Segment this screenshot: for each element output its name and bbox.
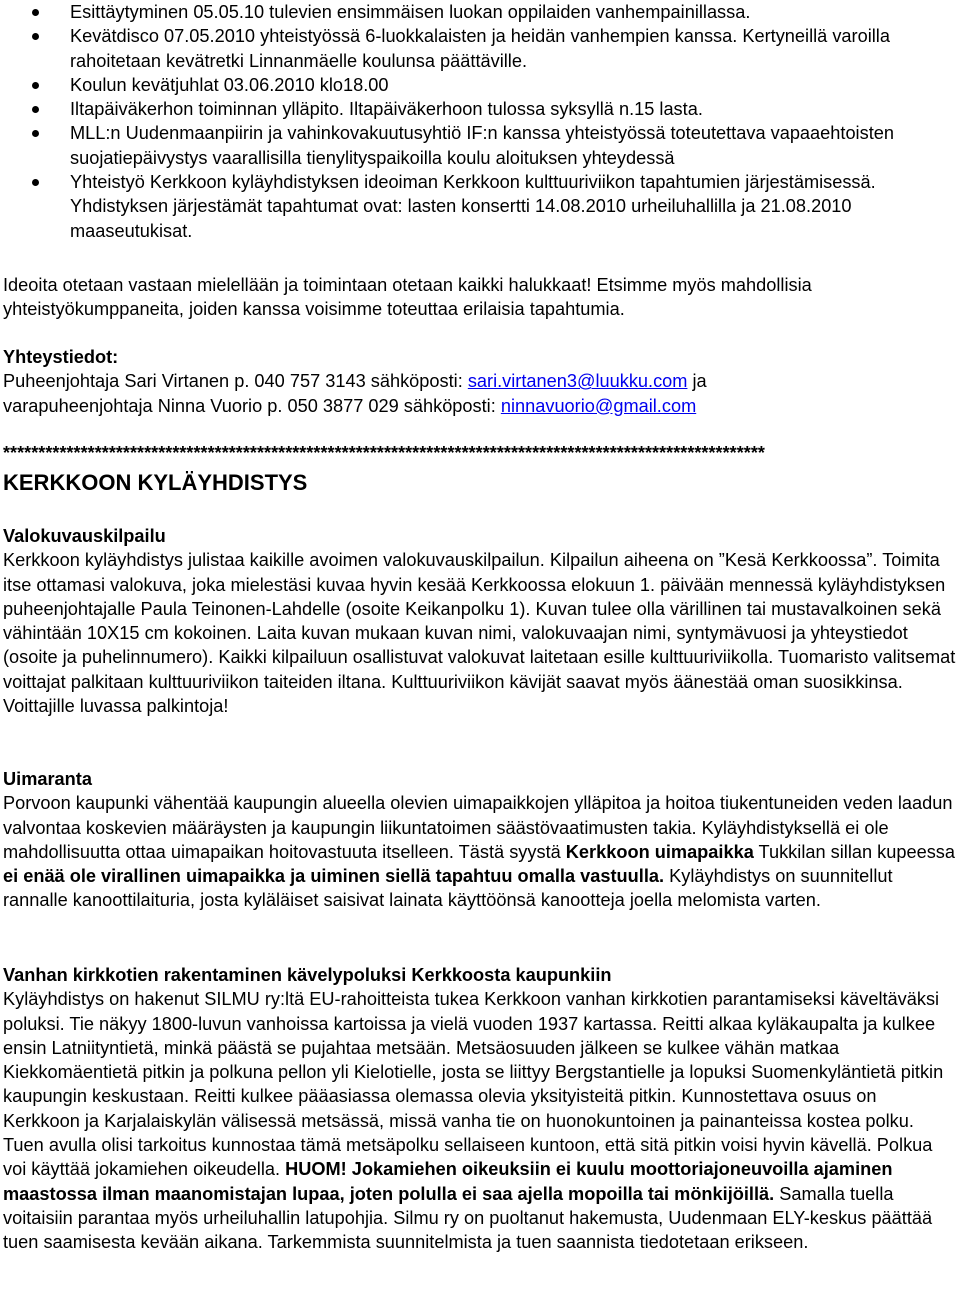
bullet-icon bbox=[32, 179, 39, 186]
separator: ************************************************************************************************************ bbox=[3, 443, 765, 463]
photo-section bbox=[3, 524, 958, 718]
bullet-icon bbox=[32, 82, 39, 89]
vice-email-link[interactable]: ninnavuorio@gmail.com bbox=[500, 395, 697, 416]
list-item: Koulun kevätjuhlat 03.06.2010 klo18.00 bbox=[0, 73, 960, 97]
list-item: Esittäytyminen 05.05.10 tulevien ensimmäisen luokan oppilaiden vanhempainillassa. bbox=[0, 0, 960, 24]
ideas-paragraph: Ideoita otetaan vastaan mielellään ja toimintaan otetaan kaikki halukkaat! Etsimme myös mahdollisia yhteistyökumppaneita, joiden kanssa voisimme toteuttaa erilaisia tapahtumia. bbox=[3, 275, 812, 320]
bullet-icon bbox=[32, 33, 39, 40]
church-heading: Vanhan kirkkotien rakentaminen kävelypoluksi Kerkkoosta kaupunkiin bbox=[3, 965, 612, 985]
vice-chair-line: varapuheenjohtaja Ninna Vuorio p. 050 3877 029 sähköposti: ninnavuorio@gmail.com bbox=[3, 395, 697, 416]
photo-heading: Valokuvauskilpailu bbox=[3, 526, 166, 546]
list-item: MLL:n Uudenmaanpiirin ja vahinkovakuutusyhtiö IF:n kanssa yhteistyössä toteutettava vapaaehtoisten suojatiepäivystys vaarallisilla tienylityspaikoilla koulu aloituksen yhteydessä bbox=[0, 121, 960, 170]
list-item: Yhteistyö Kerkkoon kyläyhdistyksen ideoiman Kerkkoon kulttuuriviikon tapahtumien järjestämisessä. Yhdistyksen järjestämät tapahtumat ovat: lasten konsertti 14.08.2010 urheiluhallilla ja 21.08.2010 maaseutukisat. bbox=[0, 170, 960, 243]
activity-list bbox=[0, 0, 960, 243]
contact-section bbox=[3, 345, 958, 418]
photo-body: Kerkkoon kyläyhdistys julistaa kaikille avoimen valokuvauskilpailun. Kilpailun aiheena on ”Kesä Kerkkoossa”. Toimita itse ottamasi valokuva, joka mielestäsi kuvaa hyvin kesää Kerkkoossa elokuun 1. päivään mennessä kyläyhdistyksen puheenjohtajalle Paula Teinonen-Lahdelle (osoite Keikanpolku 1). Kuvan tulee olla värillinen tai mustavalkoinen sekä vähintään 10X15 cm kokoinen. Laita kuvan mukaan kuvan nimi, valokuvaajan nimi, syntymävuosi ja yhteystiedot (osoite ja puhelinnumero). Kaikki kilpailuun osallistuvat valokuvat laitetaan esille kulttuuriviikolla. Tuomaristo valitsemat voittajat palkitaan kulttuuriviikon taiteiden iltana. Kulttuuriviikon kävijät saavat myös äänestää oman suosikkinsa. Voittajille luvassa palkintoja! bbox=[3, 550, 956, 717]
beach-body: Porvoon kaupunki vähentää kaupungin alueella olevien uimapaikkojen ylläpitoa ja hoitoa tiukentuneiden veden laadun valvontaa koskevien määräysten ja kaupungin liikuntatoimen säästövaatimusten takia. Kyläyhdistyksellä ei ole mahdollisuutta ottaa uimapaikan hoitovastuuta itselleen. Tästä syystä Kerkkoon uimapaikka Tukkilan sillan kupeessa ei enää ole virallinen uimapaikka ja uiminen siellä tapahtuu omalla vastuulla. Kyläyhdistys on suunnitellut rannalle kanoottilaituria, josta kyläläiset saisivat lainata käyttöönsä kanootteja joella melomista varten. bbox=[3, 793, 955, 911]
list-item: Iltapäiväkerhon toiminnan ylläpito. Iltapäiväkerhoon tulossa syksyllä n.15 lasta. bbox=[0, 97, 960, 121]
contact-heading: Yhteystiedot: bbox=[3, 347, 119, 367]
org-title: KERKKOON KYLÄYHDISTYS bbox=[3, 470, 308, 495]
beach-section bbox=[3, 767, 958, 913]
bullet-icon bbox=[32, 9, 39, 16]
church-body: Kyläyhdistys on hakenut SILMU ry:ltä EU-rahoitteista tukea Kerkkoon vanhan kirkkotien parantamiseksi käveltäväksi poluksi. Tie näkyy 1800-luvun vanhoissa kartoissa ja vielä vuoden 1937 kartassa. Reitti alkaa kyläkaupalta ja kulkee ensin Latniityntietä, minkä päästä se pujahtaa metsään. Metsäosuuden jälkeen se kulkee vähän matkaa Kiekkomäentietä pitkin ja polkuna pellon yli Kielotielle, josta se liittyy Bergstantielle ja lopuksi Suomenkyläntietä pitkin kaupungin keskustaan. Reitti kulkee pääasiassa olemassa olevia yksityisteitä pitkin. Kunnostettava osuus on Kerkkoon ja Karjalaiskylän välisessä metsässä, missä vanha tie on huonokuntoinen ja painanteissa kostea polku. Tuen avulla olisi tarkoitus kunnostaa tämä metsäpolku sellaiseen kuntoon, että sitä pitkin voisi hyvin kävellä. Polkua voi käyttää jokamiehen oikeudella. HUOM! Jokamiehen oikeuksiin ei kuulu moottoriajoneuvoilla ajaminen maastossa ilman maanomistajan lupaa, joten polulla ei saa ajella mopoilla tai mönkijöillä. Samalla tuella voitaisiin parantaa myös urheiluhallin latupohjia. Silmu ry on puoltanut hakemusta, Uudenmaan ELY-keskus päättää tuen saamisesta kevään aikana. Tarkemmista suunnitelmista ja tuen saannista tiedotetaan erikseen. bbox=[3, 989, 944, 1253]
chair-line: Puheenjohtaja Sari Virtanen p. 040 757 3143 sähköposti: sari.virtanen3@luukku.com ja bbox=[3, 371, 707, 392]
bullet-icon bbox=[32, 106, 39, 113]
church-section bbox=[3, 963, 958, 1255]
beach-heading: Uimaranta bbox=[3, 769, 92, 789]
chair-email-link[interactable]: sari.virtanen3@luukku.com bbox=[467, 371, 688, 392]
list-item: Kevätdisco 07.05.2010 yhteistyössä 6-luokkalaisten ja heidän vanhempien kanssa. Kertyneillä varoilla rahoitetaan kevätretki Linnanmäelle koulunsa päättäville. bbox=[0, 24, 960, 73]
bullet-icon bbox=[32, 130, 39, 137]
